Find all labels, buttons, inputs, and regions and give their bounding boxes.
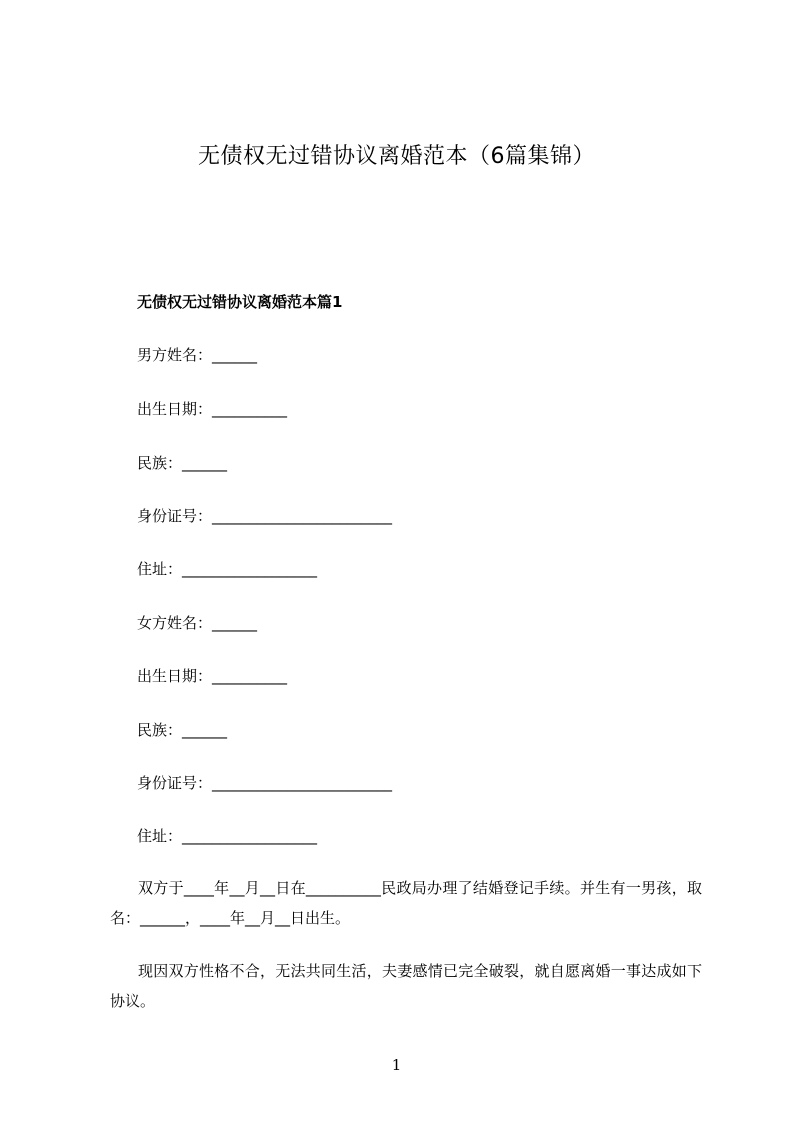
female-address-field: 住址：__________________ <box>137 827 318 845</box>
female-ethnicity-field: 民族：______ <box>137 721 228 739</box>
male-name-field: 男方姓名：______ <box>137 346 258 364</box>
document-title: 无债权无过错协议离婚范本（6篇集锦） <box>198 144 595 169</box>
female-birthdate-field: 出生日期：__________ <box>137 667 288 685</box>
section-heading: 无债权无过错协议离婚范本篇1 <box>137 293 343 311</box>
marriage-registration-paragraph: 双方于____年__月__日在__________民政局办理了结婚登记手续。并生有一男孩，取名：______，____年__月__日出生。 <box>110 879 702 927</box>
male-id-number-field: 身份证号：________________________ <box>137 507 393 525</box>
male-ethnicity-field: 民族：______ <box>137 454 228 472</box>
agreement-intro-paragraph: 现因双方性格不合，无法共同生活，夫妻感情已完全破裂，就自愿离婚一事达成如下协议。 <box>110 962 702 1010</box>
male-birthdate-field: 出生日期：__________ <box>137 400 288 418</box>
page-number: 1 <box>391 1056 402 1074</box>
female-id-number-field: 身份证号：________________________ <box>137 774 393 792</box>
male-address-field: 住址：__________________ <box>137 560 318 578</box>
female-name-field: 女方姓名：______ <box>137 614 258 632</box>
